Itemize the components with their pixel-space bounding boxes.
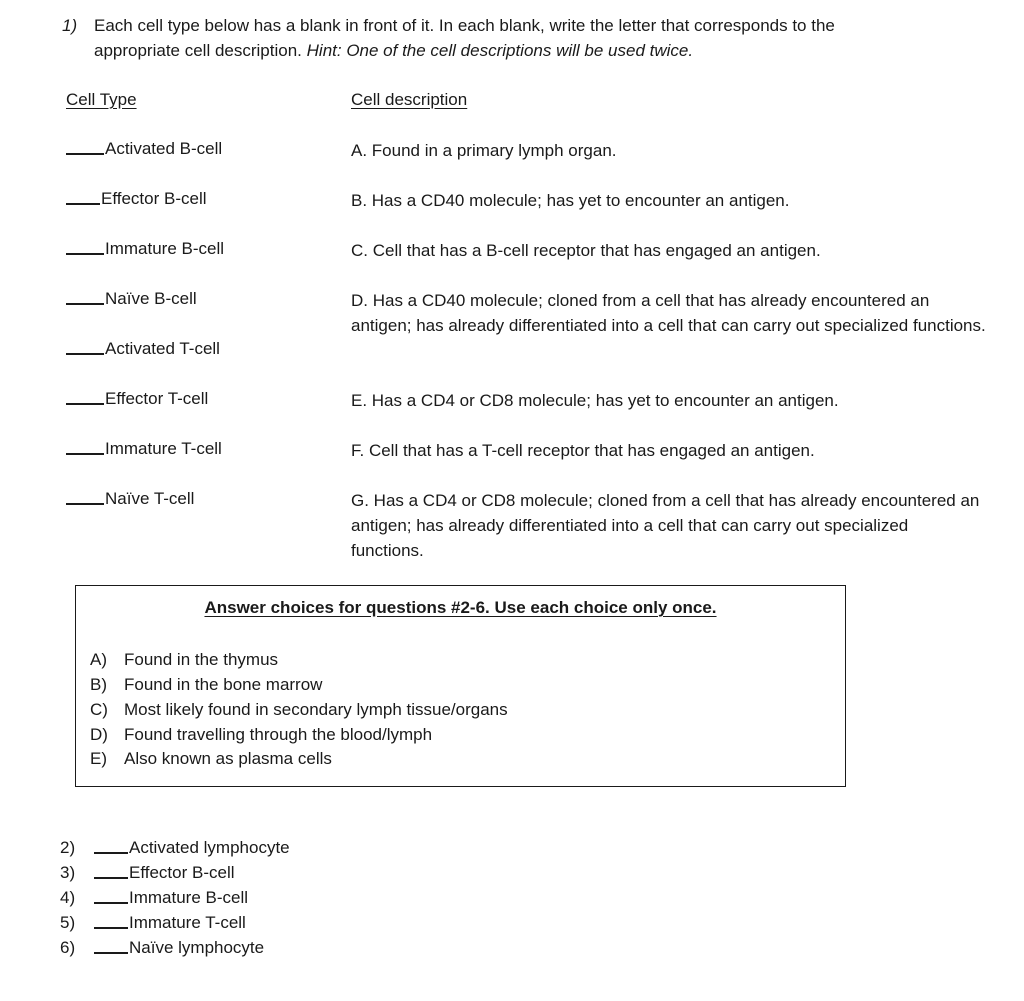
- question-1-instructions: Each cell type below has a blank in front of it. In each blank, write the letter that corresponds to the: [94, 16, 835, 35]
- answer-blank[interactable]: [66, 203, 100, 205]
- answer-choices-title: Answer choices for questions #2-6. Use each choice only once.: [204, 598, 717, 617]
- question-label: Immature T-cell: [129, 913, 246, 932]
- answer-blank[interactable]: [66, 503, 104, 505]
- question-number: 5): [60, 913, 76, 932]
- answer-blank[interactable]: [66, 453, 104, 455]
- cell-type-row: [66, 286, 197, 311]
- question-number: 2): [60, 838, 76, 857]
- description-b: B. Has a CD40 molecule; has yet to encounter an antigen.: [351, 191, 790, 210]
- answer-blank[interactable]: [66, 253, 104, 255]
- question-row: [94, 860, 235, 885]
- description-f: F. Cell that has a T-cell receptor that has engaged an antigen.: [351, 441, 815, 460]
- cell-type-row: [66, 136, 222, 161]
- cell-type-label: Naïve B-cell: [105, 289, 197, 308]
- choice-text: Also known as plasma cells: [124, 749, 332, 768]
- cell-type-row: [66, 386, 208, 411]
- answer-blank[interactable]: [94, 877, 128, 879]
- choice-letter: D): [90, 725, 108, 744]
- question-number: 6): [60, 938, 76, 957]
- cell-description-header: Cell description: [351, 90, 468, 109]
- answer-blank[interactable]: [94, 952, 128, 954]
- question-row: [94, 835, 290, 860]
- question-row: [94, 910, 246, 935]
- answer-blank[interactable]: [94, 927, 128, 929]
- question-number: 4): [60, 888, 76, 907]
- answer-blank[interactable]: [66, 403, 104, 405]
- choice-letter: B): [90, 675, 107, 694]
- cell-type-label: Naïve T-cell: [105, 489, 195, 508]
- choice-text: Found in the bone marrow: [124, 675, 323, 694]
- cell-type-row: [66, 236, 224, 261]
- question-row: [94, 885, 248, 910]
- answer-blank[interactable]: [94, 852, 128, 854]
- choice-letter: A): [90, 650, 107, 669]
- cell-type-label: Activated B-cell: [105, 139, 223, 158]
- answer-blank[interactable]: [94, 902, 128, 904]
- question-label: Naïve lymphocyte: [129, 938, 265, 957]
- cell-type-row: [66, 186, 207, 211]
- question-label: Immature B-cell: [129, 888, 249, 907]
- question-1-instructions-line2: [94, 38, 693, 63]
- choice-letter: C): [90, 700, 108, 719]
- description-c: C. Cell that has a B-cell receptor that has engaged an antigen.: [351, 241, 821, 260]
- instructions-plain: appropriate cell description.: [94, 41, 302, 60]
- cell-type-row: [66, 336, 220, 361]
- question-label: Activated lymphocyte: [129, 838, 290, 857]
- question-number: 3): [60, 863, 76, 882]
- description-e: E. Has a CD4 or CD8 molecule; has yet to encounter an antigen.: [351, 391, 839, 410]
- instructions-hint: Hint: One of the cell descriptions will be used twice.: [306, 41, 694, 60]
- cell-type-row: [66, 436, 222, 461]
- choice-text: Found travelling through the blood/lymph: [124, 725, 433, 744]
- description-g: G. Has a CD4 or CD8 molecule; cloned from a cell that has already encountered an antigen; has already differentiated into a cell that can carry out specialized functions.: [351, 491, 980, 560]
- description-d: D. Has a CD40 molecule; cloned from a cell that has already encountered an antigen; has already differentiated into a cell that can carry out specialized functions.: [351, 291, 986, 335]
- cell-type-label: Immature B-cell: [105, 239, 225, 258]
- answer-blank[interactable]: [66, 353, 104, 355]
- cell-type-label: Activated T-cell: [105, 339, 220, 358]
- choice-text: Found in the thymus: [124, 650, 279, 669]
- cell-type-label: Effector B-cell: [101, 189, 207, 208]
- cell-type-header: Cell Type: [66, 90, 137, 109]
- answer-blank[interactable]: [66, 303, 104, 305]
- description-a: A. Found in a primary lymph organ.: [351, 141, 617, 160]
- choice-text: Most likely found in secondary lymph tissue/organs: [124, 700, 508, 719]
- cell-type-row: [66, 486, 194, 511]
- question-row: [94, 935, 264, 960]
- question-label: Effector B-cell: [129, 863, 235, 882]
- choice-letter: E): [90, 749, 107, 768]
- question-1-number: 1): [62, 16, 78, 35]
- cell-type-label: Effector T-cell: [105, 389, 209, 408]
- cell-type-label: Immature T-cell: [105, 439, 222, 458]
- answer-blank[interactable]: [66, 153, 104, 155]
